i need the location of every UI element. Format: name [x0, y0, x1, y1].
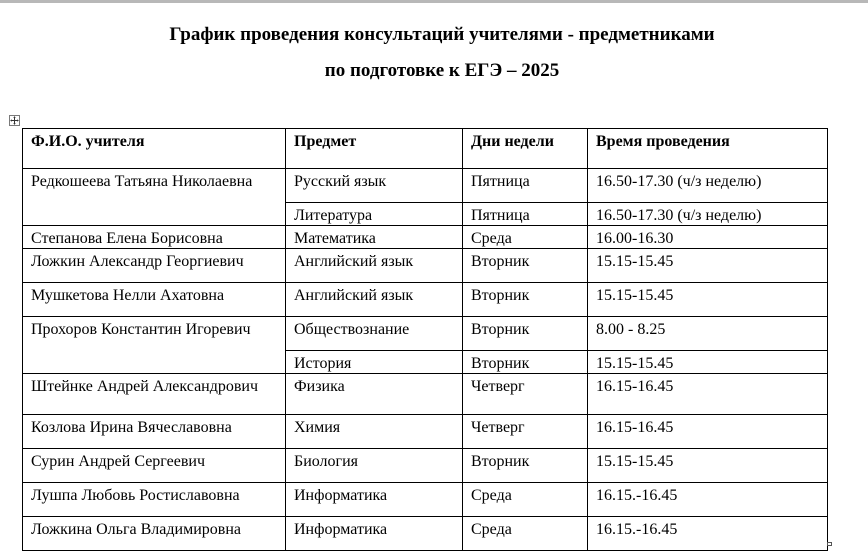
time-cell: 15.15-15.45	[588, 351, 828, 374]
table-resize-handle[interactable]	[827, 542, 832, 546]
subject-cell: Химия	[286, 415, 463, 449]
teacher-cell: Лушпа Любовь Ростиславовна	[23, 483, 286, 517]
time-cell: 16.15.-16.45	[588, 483, 828, 517]
subject-cell: Биология	[286, 449, 463, 483]
table-row	[23, 226, 828, 249]
day-cell: Среда	[463, 517, 588, 551]
top-divider	[0, 0, 868, 3]
time-cell: 16.50-17.30 (ч/з неделю)	[588, 203, 828, 226]
day-cell: Четверг	[463, 374, 588, 415]
day-cell: Среда	[463, 483, 588, 517]
subject-cell: История	[286, 351, 463, 374]
time-cell: 16.50-17.30 (ч/з неделю)	[588, 169, 828, 203]
day-cell: Вторник	[463, 317, 588, 351]
teacher-cell: Степанова Елена Борисовна	[23, 226, 286, 249]
teacher-cell: Мушкетова Нелли Ахатовна	[23, 283, 286, 317]
subject-cell: Английский язык	[286, 283, 463, 317]
table-row	[23, 483, 828, 517]
day-cell: Вторник	[463, 449, 588, 483]
document-title: График проведения консультаций учителями - предметниками	[169, 24, 715, 45]
time-cell: 15.15-15.45	[588, 249, 828, 283]
teacher-cell: Козлова Ирина Вячеславовна	[23, 415, 286, 449]
table-row	[23, 517, 828, 551]
document-subtitle: по подготовке к ЕГЭ – 2025	[324, 60, 560, 81]
schedule-table	[22, 128, 828, 551]
day-cell: Пятница	[463, 169, 588, 203]
table-header-row	[23, 129, 828, 169]
time-cell: 16.00-16.30	[588, 226, 828, 249]
table-row	[23, 249, 828, 283]
header-time: Время проведения	[588, 129, 828, 169]
table-row	[23, 374, 828, 415]
teacher-cell: Сурин Андрей Сергеевич	[23, 449, 286, 483]
time-cell: 16.15-16.45	[588, 374, 828, 415]
day-cell: Вторник	[463, 351, 588, 374]
teacher-cell: Ложкина Ольга Владимировна	[23, 517, 286, 551]
table-row	[23, 169, 828, 203]
day-cell: Среда	[463, 226, 588, 249]
header-days: Дни недели	[463, 129, 588, 169]
day-cell: Вторник	[463, 283, 588, 317]
subject-cell: Информатика	[286, 517, 463, 551]
day-cell: Пятница	[463, 203, 588, 226]
subject-cell: Информатика	[286, 483, 463, 517]
table-row	[23, 449, 828, 483]
time-cell: 15.15-15.45	[588, 283, 828, 317]
subject-cell: Английский язык	[286, 249, 463, 283]
table-move-handle-icon[interactable]	[9, 115, 20, 126]
table-row	[23, 283, 828, 317]
subject-cell: Физика	[286, 374, 463, 415]
subject-cell: Обществознание	[286, 317, 463, 351]
time-cell: 16.15.-16.45	[588, 517, 828, 551]
subject-cell: Математика	[286, 226, 463, 249]
subject-cell: Литература	[286, 203, 463, 226]
header-teacher: Ф.И.О. учителя	[23, 129, 286, 169]
teacher-cell: Штейнке Андрей Александрович	[23, 374, 286, 415]
teacher-cell: Редкошеева Татьяна Николаевна	[23, 169, 286, 226]
time-cell: 16.15-16.45	[588, 415, 828, 449]
time-cell: 15.15-15.45	[588, 449, 828, 483]
header-subject: Предмет	[286, 129, 463, 169]
subject-cell: Русский язык	[286, 169, 463, 203]
teacher-cell: Ложкин Александр Георгиевич	[23, 249, 286, 283]
day-cell: Вторник	[463, 249, 588, 283]
teacher-cell: Прохоров Константин Игоревич	[23, 317, 286, 374]
day-cell: Четверг	[463, 415, 588, 449]
table-row	[23, 317, 828, 351]
table-row	[23, 415, 828, 449]
time-cell: 8.00 - 8.25	[588, 317, 828, 351]
